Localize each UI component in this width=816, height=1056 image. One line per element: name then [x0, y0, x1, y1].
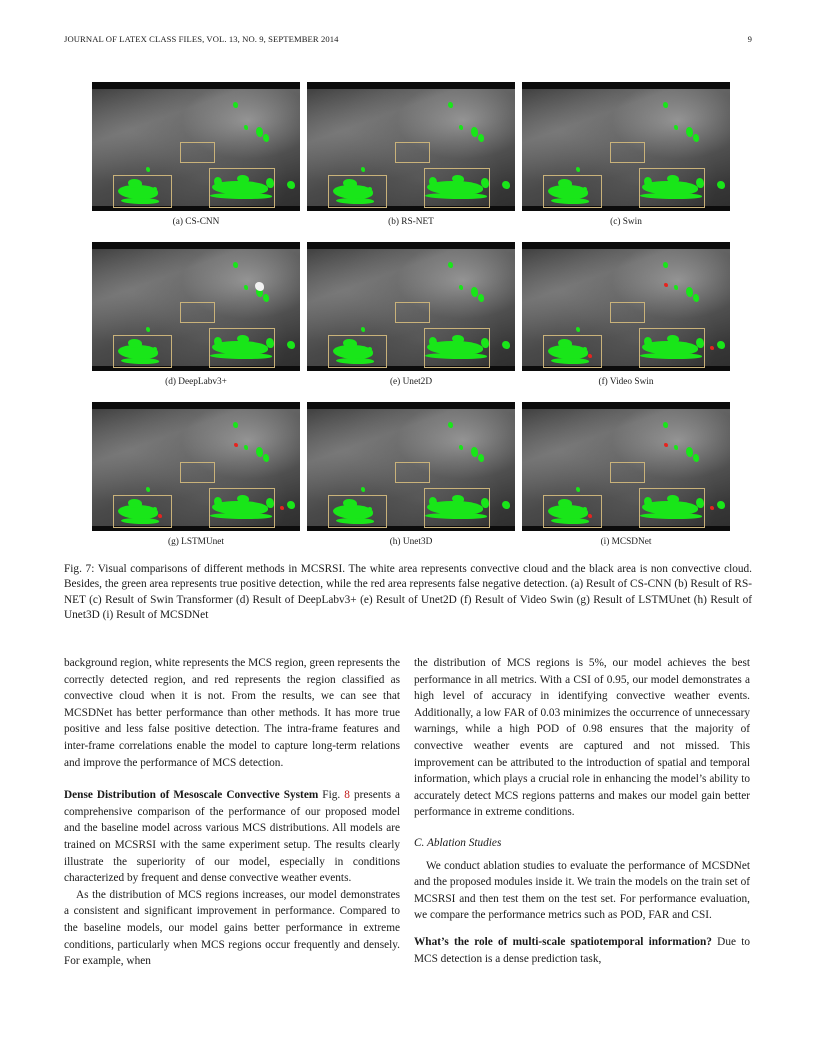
detection-region — [502, 181, 510, 189]
highlight-box — [328, 495, 387, 528]
satellite-image — [522, 242, 730, 371]
detection-region — [478, 134, 484, 142]
detection-region — [263, 454, 269, 462]
left-column — [64, 655, 400, 970]
subfigure-caption: (b) RS-NET — [388, 217, 434, 227]
satellite-image — [92, 402, 300, 531]
dense-distribution-paragraph — [64, 787, 400, 887]
highlight-box — [610, 462, 645, 483]
left-paragraph-1: background region, white represents the MCS region, green represents the correctly detected region, and red represents the region classified as convective cloud when it is not. From the results, we can see that MCSDNet has better performance than other methods. It has more true positive and less false positive detection. The intra-frame features and inter-frame correlations enable the model to capture long-term relations and improve the performance of MCS detection. — [64, 657, 400, 769]
subfigure-caption: (f) Video Swin — [598, 377, 654, 387]
figure-panel-a — [92, 82, 300, 227]
figure-panel-h — [307, 402, 515, 547]
detection-region — [146, 167, 150, 172]
false-negative-region — [710, 506, 714, 510]
highlight-box — [180, 142, 215, 163]
detection-region — [233, 262, 238, 268]
highlight-box — [610, 302, 645, 323]
highlight-box — [424, 168, 490, 208]
subfigure-caption: (e) Unet2D — [389, 377, 433, 387]
highlight-box — [610, 142, 645, 163]
detection-region — [674, 445, 678, 450]
highlight-box — [113, 175, 172, 208]
detection-region — [502, 341, 510, 349]
dense-body: presents a comprehensive comparison of the performance of our proposed model and the baseline model across various MCS distributions. All models are trained on MCSRSI with the same experiment setup. The results clearly illustrate the superiority of our model, especially in conditions characterized by frequent and dense convective weather events. — [64, 789, 401, 885]
highlight-box — [395, 142, 430, 163]
highlight-box — [113, 335, 172, 368]
detection-region — [576, 167, 580, 172]
detection-region — [576, 487, 580, 492]
detection-region — [693, 134, 699, 142]
highlight-box — [543, 495, 602, 528]
detection-region — [244, 125, 248, 130]
image-top-band — [92, 402, 300, 409]
subfigure-caption: (c) Swin — [610, 217, 642, 227]
image-top-band — [522, 82, 730, 89]
highlight-box — [424, 488, 490, 528]
detection-region — [693, 294, 699, 302]
running-header — [64, 34, 752, 44]
figure-panel-b — [307, 82, 515, 227]
subfigure-caption: (i) MCSDNet — [600, 537, 652, 547]
detection-region — [361, 167, 365, 172]
detection-region — [459, 285, 463, 290]
detection-region — [693, 454, 699, 462]
detection-region — [717, 181, 725, 189]
highlight-box — [424, 328, 490, 368]
detection-region — [502, 501, 510, 509]
highlight-box — [180, 462, 215, 483]
detection-region — [448, 422, 453, 428]
highlight-box — [395, 462, 430, 483]
highlight-box — [113, 495, 172, 528]
detection-region — [471, 127, 478, 137]
dense-fig-word: Fig. — [322, 789, 341, 802]
section-title-ablation: C. Ablation Studies — [414, 836, 502, 849]
highlight-box — [209, 328, 275, 368]
image-top-band — [522, 242, 730, 249]
detection-region — [263, 134, 269, 142]
figure-caption: Fig. 7: Visual comparisons of different methods in MCSRSI. The white area represents convective cloud and the black area is non convective cloud. Besides, the green area represents true positive detection, while the red area represents false negative detection. (a) Result of CS-CNN (b) Result of RS-NET (c) Result of Swin Transformer (d) Result of DeepLabv3+ (e) Result of Unet2D (f) Result of Video Swin (g) Result of LSTMUnet (h) Result of Unet3D (i) Result of MCSDNet — [64, 563, 752, 622]
detection-region — [459, 445, 463, 450]
detection-region — [287, 181, 295, 189]
right-paragraph-2: We conduct ablation studies to evaluate the performance of MCSDNet and the proposed modules inside it. We train the models on the train set of MCSRSI and then test them on the test set. For performance evaluation, we compare the performance metrics such as POD, FAR and CSI. — [414, 859, 750, 922]
detection-region — [287, 341, 295, 349]
detection-region — [448, 262, 453, 268]
image-top-band — [92, 82, 300, 89]
image-top-band — [522, 402, 730, 409]
journal-title: JOURNAL OF LATEX CLASS FILES, VOL. 13, NO. 9, SEPTEMBER 2014 — [64, 34, 339, 44]
detection-region — [287, 501, 295, 509]
false-negative-region — [234, 443, 238, 447]
highlight-box — [639, 328, 705, 368]
detection-region — [263, 294, 269, 302]
detection-region — [448, 102, 453, 108]
detection-region — [686, 127, 693, 137]
highlight-box — [328, 175, 387, 208]
figure-panel-g — [92, 402, 300, 547]
false-negative-region — [664, 283, 668, 287]
detection-region — [146, 327, 150, 332]
detection-region — [233, 102, 238, 108]
image-top-band — [307, 402, 515, 409]
subfigure-caption: (g) LSTMUnet — [167, 537, 225, 547]
subfigure-caption: (a) CS-CNN — [172, 217, 220, 227]
right-column — [414, 655, 750, 967]
detection-region — [459, 125, 463, 130]
right-paragraph-1: the distribution of MCS regions is 5%, our model achieves the best performance in all metrics. With a CSI of 0.95, our model demonstrates a high level of accuracy in identifying convective weather events. Additionally, a low FAR of 0.03 minimizes the occurrence of unnecessary warnings, while a high POD of 0.98 ensures that the majority of convective weather events are captured and not missed. This improvement can be attributed to the introduction of spatial and temporal information, which plays a crucial role in enhancing the model’s ability to accurately detect MCS regions patterns and makes our model gain better performance in extreme conditions. — [414, 657, 750, 819]
figure-panel-e — [307, 242, 515, 387]
detection-region — [663, 422, 668, 428]
highlight-box — [543, 175, 602, 208]
satellite-image — [307, 402, 515, 531]
detection-region — [478, 454, 484, 462]
detection-region — [478, 294, 484, 302]
subfigure-caption: (d) DeepLabv3+ — [165, 377, 227, 387]
detection-region — [717, 501, 725, 509]
false-negative-region — [664, 443, 668, 447]
detection-region — [663, 102, 668, 108]
detection-region — [244, 445, 248, 450]
image-top-band — [307, 82, 515, 89]
multiscale-paragraph — [414, 934, 750, 967]
image-top-band — [307, 242, 515, 249]
detection-region — [686, 447, 693, 457]
highlight-box — [639, 168, 705, 208]
highlight-box — [209, 488, 275, 528]
satellite-image — [522, 402, 730, 531]
detection-region — [674, 125, 678, 130]
highlight-box — [180, 302, 215, 323]
detection-region — [146, 487, 150, 492]
satellite-image — [92, 82, 300, 211]
detection-region — [686, 287, 693, 297]
figure-panel-d — [92, 242, 300, 387]
multiscale-heading: What’s the role of multi-scale spatiotemporal information? — [414, 935, 712, 948]
highlight-box — [639, 488, 705, 528]
detection-region — [674, 285, 678, 290]
highlight-box — [328, 335, 387, 368]
satellite-image — [307, 242, 515, 371]
detection-region — [361, 487, 365, 492]
figure-panel-f — [522, 242, 730, 387]
detection-region — [471, 287, 478, 297]
false-negative-region — [280, 506, 284, 510]
multiscale-body: Due to MCS detection is a dense prediction task, — [414, 935, 750, 965]
figure-panel-i — [522, 402, 730, 547]
convective-cloud-region — [255, 282, 264, 291]
highlight-box — [209, 168, 275, 208]
dense-heading: Dense Distribution of Mesoscale Convective System — [64, 789, 319, 802]
figure-panel-c — [522, 82, 730, 227]
detection-region — [233, 422, 238, 428]
highlight-box — [395, 302, 430, 323]
satellite-image — [522, 82, 730, 211]
detection-region — [471, 447, 478, 457]
image-top-band — [92, 242, 300, 249]
detection-region — [576, 327, 580, 332]
detection-region — [244, 285, 248, 290]
detection-region — [663, 262, 668, 268]
false-negative-region — [710, 346, 714, 350]
detection-region — [717, 341, 725, 349]
detection-region — [256, 447, 263, 457]
detection-region — [256, 127, 263, 137]
fig-8-link[interactable]: 8 — [344, 789, 350, 802]
detection-region — [361, 327, 365, 332]
highlight-box — [543, 335, 602, 368]
page-number: 9 — [747, 34, 752, 44]
satellite-image — [307, 82, 515, 211]
left-paragraph-3: As the distribution of MCS regions increases, our model demonstrates a consistent and significant improvement in performance. Compared to the baseline models, our model gains better performance in extreme conditions, particularly when MCS regions occur frequently and densely. For example, when — [64, 888, 400, 968]
satellite-image — [92, 242, 300, 371]
subfigure-caption: (h) Unet3D — [389, 537, 433, 547]
